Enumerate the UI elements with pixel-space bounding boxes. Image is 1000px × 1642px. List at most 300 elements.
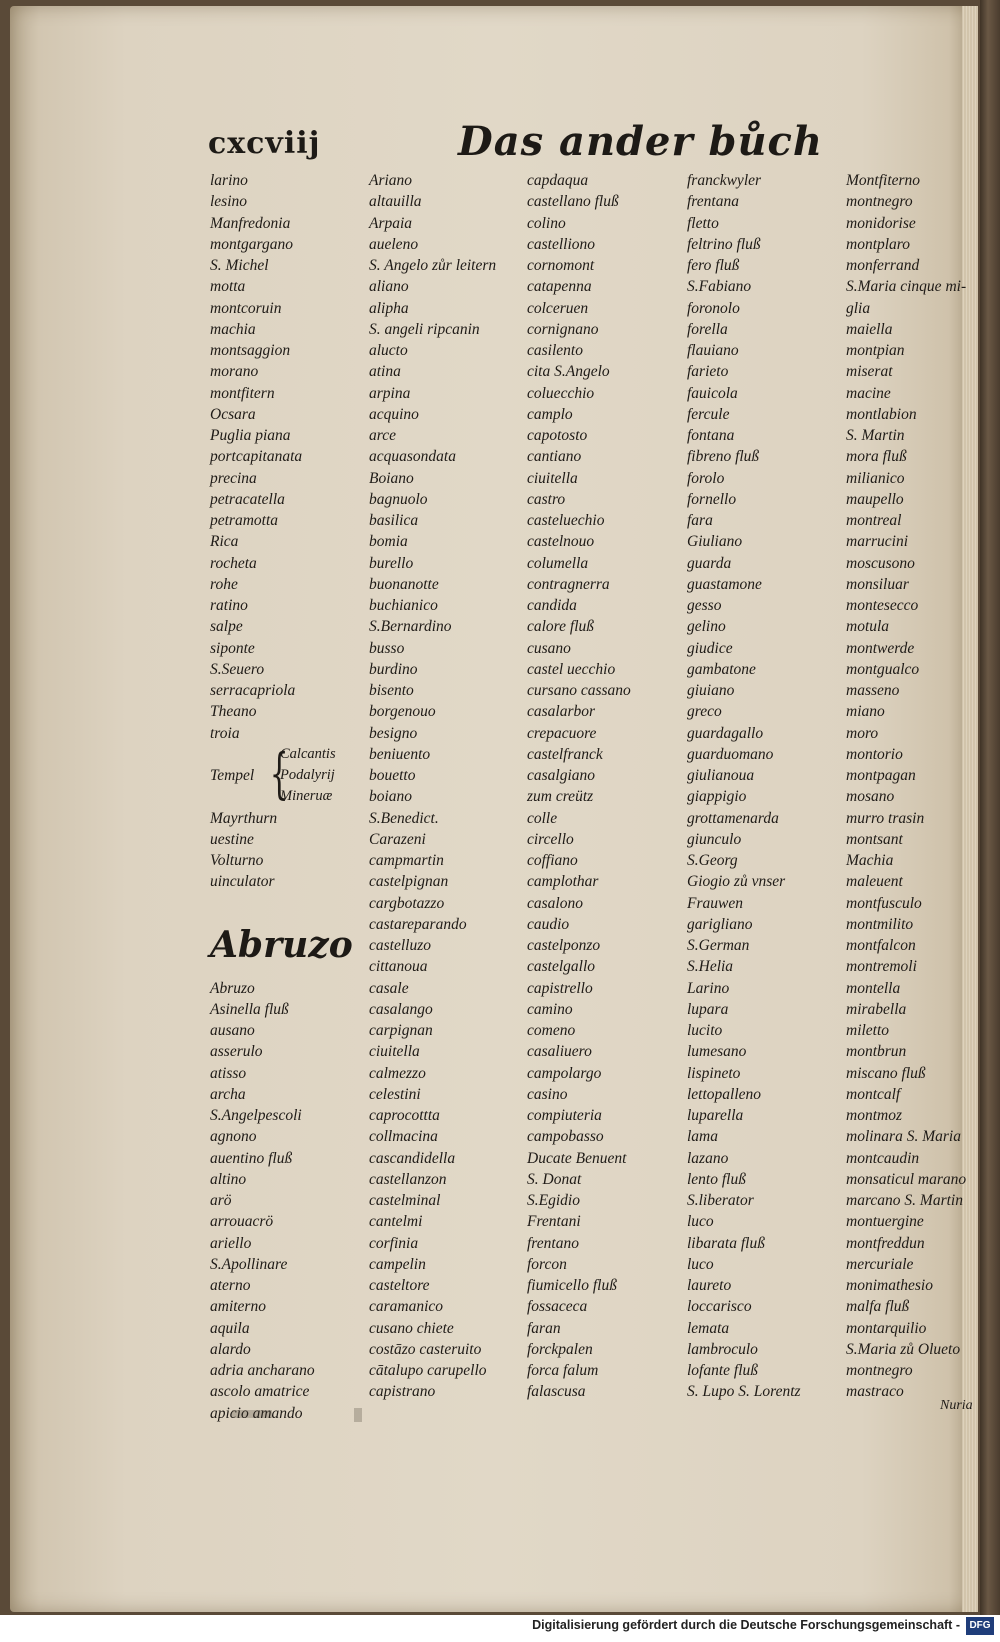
index-entry: Rica [210, 533, 239, 551]
catchword: Nuria [940, 1398, 973, 1413]
index-entry: guastamone [687, 575, 762, 593]
index-entry: coluecchio [527, 384, 595, 402]
index-entry: precina [210, 469, 257, 487]
index-entry: castelpignan [369, 873, 449, 891]
index-entry: columella [527, 554, 589, 572]
index-column-3 [527, 170, 679, 1403]
index-entry: S.Maria zů Olueto [846, 1340, 961, 1358]
index-entry: giappigio [687, 788, 747, 806]
section-spacer [210, 893, 362, 914]
index-entry: collmacina [369, 1128, 438, 1146]
index-entry: S.Seuero [210, 660, 265, 678]
index-entry: arce [369, 427, 396, 444]
index-entry: Theano [210, 703, 257, 721]
index-entry: fibreno fluß [687, 448, 760, 466]
index-entry: compiuteria [527, 1107, 602, 1124]
index-entry: colceruen [527, 299, 589, 317]
index-entry: borgenouo [369, 703, 436, 721]
tempel-item: Calcantis [280, 745, 336, 762]
index-entry: giunculo [687, 830, 742, 848]
index-entry: besigno [369, 724, 418, 742]
index-entry: falascusa [527, 1383, 586, 1401]
index-entry: montpian [846, 342, 905, 359]
index-entry: asserulo [210, 1043, 263, 1061]
index-entry: castelgallo [527, 958, 596, 976]
index-entry: colino [527, 214, 566, 232]
index-entry: giulianoua [687, 767, 755, 784]
index-entry: adria ancharano [210, 1362, 315, 1379]
index-entry: lumesano [687, 1043, 747, 1061]
index-entry: lucito [687, 1022, 723, 1039]
index-entry: fossaceca [527, 1298, 588, 1316]
index-entry: motula [846, 618, 890, 636]
index-entry: cita S.Angelo [527, 363, 610, 381]
index-entry: castelliono [527, 235, 596, 253]
index-entry: S.liberator [687, 1192, 754, 1209]
index-entry: camplo [527, 405, 573, 423]
index-entry: cursano cassano [527, 682, 631, 699]
index-entry: Volturno [210, 852, 264, 869]
index-entry: murro trasin [846, 809, 925, 827]
ink-smudge [232, 1410, 272, 1418]
index-entry: montfusculo [846, 894, 922, 912]
index-entry: campolargo [527, 1064, 602, 1082]
ink-smudge [354, 1408, 362, 1422]
index-entry: forella [687, 320, 728, 338]
index-entry: petracatella [210, 490, 285, 508]
index-entry: casale [369, 979, 409, 997]
index-entry: bouetto [369, 767, 416, 784]
index-entry: fero fluß [687, 257, 740, 274]
index-entry: celestini [369, 1085, 421, 1103]
running-head: Das ander bůch [458, 118, 823, 165]
index-entry: lambroculo [687, 1340, 758, 1358]
index-entry: aueleno [369, 235, 419, 253]
index-entry: Frauwen [687, 894, 743, 912]
index-entry: montmilito [846, 915, 914, 933]
index-entry: burello [369, 554, 414, 572]
index-entry: monimathesio [846, 1277, 933, 1294]
index-entry: montfitern [210, 384, 275, 402]
index-entry: miletto [846, 1022, 890, 1039]
tempel-group [210, 741, 362, 808]
index-entry: cātalupo carupello [369, 1362, 487, 1379]
index-entry: siponte [210, 639, 255, 657]
index-entry: montgualco [846, 660, 920, 678]
index-entry: circello [527, 830, 574, 848]
index-entry: bisento [369, 682, 414, 699]
index-entry: candida [527, 597, 577, 614]
index-entry: agnono [210, 1128, 257, 1146]
index-entry: caramanico [369, 1298, 444, 1316]
index-entry: costāzo casteruito [369, 1340, 482, 1358]
index-entry: castro [527, 490, 566, 508]
index-entry: montgargano [210, 235, 293, 253]
index-column-2 [369, 170, 521, 1403]
index-entry: S.Apollinare [210, 1255, 288, 1273]
index-entry: alipha [369, 299, 409, 317]
index-entry: cornomont [527, 257, 595, 274]
index-entry: macine [846, 384, 891, 402]
index-entry: guarda [687, 554, 732, 572]
index-entry: comeno [527, 1022, 576, 1039]
index-entry: marcano S. Martin [846, 1192, 963, 1209]
index-entry: forcon [527, 1255, 567, 1273]
index-entry: montnegro [846, 1362, 913, 1379]
index-entry: uinculator [210, 873, 275, 891]
index-entry: luparella [687, 1107, 744, 1124]
index-entry: burdino [369, 660, 418, 678]
index-entry: masseno [846, 682, 900, 699]
index-entry: monsiluar [846, 575, 909, 593]
index-entry: mosano [846, 788, 895, 806]
index-entry: marrucini [846, 533, 908, 551]
index-entry: arrouacrö [210, 1213, 274, 1231]
index-entry: Ocsara [210, 405, 256, 423]
funding-credit: Digitalisierung gefördert durch die Deutsche Forschungsgemeinschaft - [532, 1618, 960, 1632]
index-entry: altauilla [369, 193, 422, 211]
index-entry: Boiano [369, 469, 414, 487]
index-entry: castelluzo [369, 937, 431, 954]
index-entry: montcalf [846, 1085, 901, 1103]
index-entry: faran [527, 1319, 561, 1337]
index-entry: colle [527, 809, 558, 827]
index-entry: casalono [527, 894, 583, 912]
index-entry: casilento [527, 342, 583, 359]
index-entry: Machia [846, 852, 894, 869]
dfg-logo: DFG [966, 1617, 994, 1635]
index-entry: castelminal [369, 1192, 441, 1209]
index-entry: carpignan [369, 1022, 433, 1039]
index-entry: S.Fabiano [687, 278, 752, 296]
index-entry: machia [210, 320, 256, 338]
index-entry: maupello [846, 490, 904, 508]
index-entry: fercule [687, 405, 730, 423]
index-entry: calore fluß [527, 618, 595, 636]
index-entry: castelfranck [527, 745, 603, 763]
index-entry: mercuriale [846, 1255, 914, 1273]
index-entry: ciuitella [369, 1043, 420, 1061]
index-entry: libarata fluß [687, 1234, 765, 1252]
index-entry: S. angeli ripcanin [369, 320, 480, 338]
index-entry: luco [687, 1213, 714, 1231]
index-entry: S. Michel [210, 257, 269, 274]
index-entry: camplothar [527, 873, 599, 891]
index-entry: aliano [369, 278, 409, 296]
index-entry: beniuento [369, 745, 431, 763]
index-entry: montella [846, 979, 901, 997]
index-entry: foronolo [687, 299, 740, 317]
index-entry: guarduomano [687, 745, 774, 763]
index-entry: corfinia [369, 1234, 419, 1252]
index-entry: montremoli [846, 958, 917, 976]
index-entry: montsaggion [210, 342, 291, 359]
index-entry: S. Angelo zůr leitern [369, 257, 497, 274]
index-entry: fara [687, 512, 713, 529]
index-entry: Montfiterno [846, 172, 921, 189]
index-entry: caprocottta [369, 1107, 440, 1124]
index-entry: rohe [210, 575, 238, 593]
index-entry: crepacuore [527, 724, 597, 742]
index-entry: luco [687, 1255, 714, 1273]
curly-brace-icon: { [269, 741, 289, 805]
index-entry: Asinella fluß [210, 1000, 289, 1018]
index-entry: arö [210, 1192, 232, 1209]
book-board-edge [980, 0, 1000, 1615]
index-entry: acquino [369, 405, 419, 423]
index-entry: fornello [687, 490, 737, 508]
index-entry: fauicola [687, 384, 738, 402]
index-entry: rocheta [210, 554, 257, 572]
index-entry: casalarbor [527, 703, 596, 721]
index-entry: frentano [527, 1234, 579, 1252]
index-entry: cusano chiete [369, 1319, 454, 1337]
index-entry: ariello [210, 1234, 252, 1252]
index-entry: forolo [687, 469, 725, 487]
index-entry: montarquilio [846, 1319, 927, 1337]
index-entry: S.German [687, 937, 750, 954]
index-entry: Ducate Benuent [527, 1149, 627, 1167]
index-entry: moro [846, 724, 879, 742]
index-entry: lama [687, 1128, 718, 1146]
index-entry: casino [527, 1085, 568, 1103]
index-entry: cornignano [527, 320, 599, 338]
index-entry: montorio [846, 745, 903, 763]
index-entry: S.Maria cinque mi- [846, 278, 967, 296]
index-entry: miserat [846, 363, 893, 381]
index-entry: montfalcon [846, 937, 916, 954]
index-column-4 [687, 170, 839, 1403]
index-entry: cantiano [527, 448, 582, 466]
index-entry: mastraco [846, 1383, 904, 1401]
index-entry: bagnuolo [369, 490, 428, 508]
index-entry: monsaticul marano [846, 1170, 967, 1188]
index-entry: busso [369, 639, 405, 657]
index-entry: auentino fluß [210, 1149, 293, 1167]
index-entry: petramotta [210, 512, 279, 529]
index-entry: capotosto [527, 427, 588, 444]
index-entry: montwerde [846, 639, 915, 657]
index-entry: giuiano [687, 682, 735, 699]
index-entry: montcoruin [210, 299, 282, 317]
index-entry: frentana [687, 193, 739, 211]
index-entry: buchianico [369, 597, 438, 614]
index-entry: atisso [210, 1064, 247, 1082]
index-entry: giudice [687, 639, 733, 657]
index-entry: Manfredonia [210, 214, 291, 232]
index-entry: ausano [210, 1022, 255, 1039]
index-entry: grottamenarda [687, 809, 779, 827]
index-entry: campmartin [369, 852, 444, 869]
index-entry: montbrun [846, 1043, 907, 1061]
index-entry: malfa fluß [846, 1298, 910, 1316]
index-entry: basilica [369, 512, 419, 529]
index-entry: contragnerra [527, 575, 610, 593]
index-entry: lettopalleno [687, 1085, 762, 1103]
index-entry: coffiano [527, 852, 578, 869]
index-entry: Larino [687, 979, 730, 997]
index-entry: montcaudin [846, 1149, 920, 1167]
index-entry: Giuliano [687, 533, 743, 551]
index-entry: atina [369, 363, 401, 381]
index-entry: mirabella [846, 1000, 907, 1018]
index-entry: uestine [210, 830, 254, 848]
index-entry: aquila [210, 1319, 250, 1337]
index-entry: casalango [369, 1000, 433, 1018]
index-entry: cantelmi [369, 1213, 423, 1231]
index-entry: capdaqua [527, 172, 589, 189]
index-entry: Carazeni [369, 830, 426, 848]
index-entry: lento fluß [687, 1170, 746, 1188]
index-entry: Abruzo [210, 979, 255, 997]
index-entry: ascolo amatrice [210, 1383, 310, 1401]
index-entry: lemata [687, 1319, 730, 1337]
index-entry: cittanoua [369, 958, 428, 976]
index-entry: capistrello [527, 979, 593, 997]
index-entry: montnegro [846, 193, 913, 211]
index-entry: apicio amando [210, 1404, 303, 1422]
index-entry: salpe [210, 618, 243, 636]
index-entry: casteluechio [527, 512, 605, 529]
index-entry: flauiano [687, 342, 739, 359]
tempel-label: Tempel [210, 766, 255, 784]
index-entry: miano [846, 703, 885, 721]
index-entry: campelin [369, 1255, 426, 1273]
index-entry: montlabion [846, 405, 917, 423]
index-entry: arpina [369, 384, 411, 402]
index-entry: cascandidella [369, 1149, 456, 1167]
index-entry: larino [210, 172, 248, 189]
index-entry: S.Benedict. [369, 809, 439, 827]
index-entry: feltrino fluß [687, 235, 761, 253]
index-entry: montpagan [846, 767, 916, 784]
index-entry: montfreddun [846, 1234, 925, 1252]
index-entry: montsant [846, 830, 903, 848]
index-entry: S.Egidio [527, 1192, 580, 1209]
index-entry: casteltore [369, 1277, 430, 1294]
index-entry: camino [527, 1000, 573, 1018]
index-entry: gesso [687, 597, 722, 614]
index-entry: montreal [846, 512, 902, 529]
index-entry: lesino [210, 193, 248, 211]
index-entry: castel uecchio [527, 660, 616, 678]
index-entry: S. Martin [846, 427, 905, 444]
index-entry: boiano [369, 788, 413, 806]
index-entry: troia [210, 724, 240, 742]
index-entry: S.Angelpescoli [210, 1107, 302, 1124]
index-entry: montesecco [846, 597, 919, 614]
index-entry: loccarisco [687, 1298, 752, 1316]
index-entry: S. Lupo S. Lorentz [687, 1383, 801, 1401]
index-entry: fontana [687, 427, 735, 444]
index-entry: S.Georg [687, 852, 738, 869]
index-column-5 [846, 170, 976, 1403]
index-entry: Ariano [369, 172, 413, 189]
index-entry: amiterno [210, 1298, 266, 1316]
index-entry: Frentani [527, 1213, 581, 1231]
index-entry: farieto [687, 363, 729, 381]
index-entry: castareparando [369, 915, 467, 933]
index-entry: glia [846, 299, 871, 317]
tempel-item: Podalyrij [280, 767, 335, 783]
tempel-item: Mineruæ [280, 788, 333, 805]
index-entry: Puglia piana [210, 427, 291, 444]
index-entry: lupara [687, 1000, 729, 1018]
index-entry: cargbotazzo [369, 894, 445, 912]
index-entry: S.Helia [687, 958, 734, 976]
index-entry: gambatone [687, 660, 756, 678]
index-entry: acquasondata [369, 448, 456, 466]
index-entry: milianico [846, 469, 905, 487]
index-entry: serracapriola [210, 682, 296, 699]
index-entry: montuergine [846, 1213, 924, 1231]
index-entry: miscano fluß [846, 1064, 926, 1082]
index-entry: alardo [210, 1340, 251, 1358]
index-entry: montplaro [846, 235, 911, 253]
index-entry: motta [210, 278, 246, 296]
index-entry: morano [210, 363, 259, 381]
index-entry: guardagallo [687, 724, 764, 742]
section-heading-abruzo: Abruzo [210, 923, 353, 966]
index-entry: montmoz [846, 1107, 902, 1124]
index-entry: Arpaia [369, 214, 413, 232]
index-entry: maleuent [846, 873, 903, 891]
index-entry: casalgiano [527, 767, 596, 784]
index-entry: campobasso [527, 1128, 604, 1146]
index-entry: caudio [527, 915, 570, 933]
index-entry: moscusono [846, 554, 915, 572]
index-column-1 [210, 170, 362, 1424]
index-entry: monferrand [846, 257, 920, 274]
index-entry: ratino [210, 597, 248, 614]
index-entry: archa [210, 1085, 246, 1103]
index-entry: mora fluß [846, 448, 907, 466]
index-entry: monidorise [846, 214, 916, 232]
index-entry: fletto [687, 214, 719, 232]
index-entry: aterno [210, 1277, 251, 1294]
index-entry: capistrano [369, 1383, 436, 1401]
index-entry: Mayrthurn [210, 809, 278, 827]
index-entry: zum creütz [527, 788, 594, 806]
index-entry: casaliuero [527, 1043, 592, 1061]
index-entry: S.Bernardino [369, 618, 452, 636]
index-entry: forca falum [527, 1362, 599, 1379]
index-entry: castellano fluß [527, 193, 619, 211]
index-entry: castelponzo [527, 937, 601, 954]
index-entry: castellanzon [369, 1170, 447, 1188]
index-entry: maiella [846, 320, 893, 338]
index-entry: lispineto [687, 1064, 741, 1082]
index-entry: forckpalen [527, 1340, 593, 1358]
index-entry: bomia [369, 533, 408, 551]
index-entry: garigliano [687, 915, 753, 933]
index-entry: lazano [687, 1149, 729, 1167]
index-entry: portcapitanata [210, 448, 303, 466]
index-entry: ciuitella [527, 469, 578, 487]
index-entry: catapenna [527, 278, 592, 296]
index-entry: molinara S. Maria [846, 1128, 961, 1146]
index-entry: fiumicello fluß [527, 1277, 617, 1294]
index-entry: greco [687, 703, 722, 721]
index-entry: S. Donat [527, 1170, 582, 1188]
index-entry: laureto [687, 1277, 732, 1294]
index-entry: gelino [687, 618, 726, 636]
index-entry: alucto [369, 342, 408, 359]
index-entry: calmezzo [369, 1064, 426, 1082]
folio-number: cxcviij [208, 126, 321, 161]
index-entry: Giogio zů vnser [687, 873, 786, 891]
index-entry: cusano [527, 639, 571, 657]
